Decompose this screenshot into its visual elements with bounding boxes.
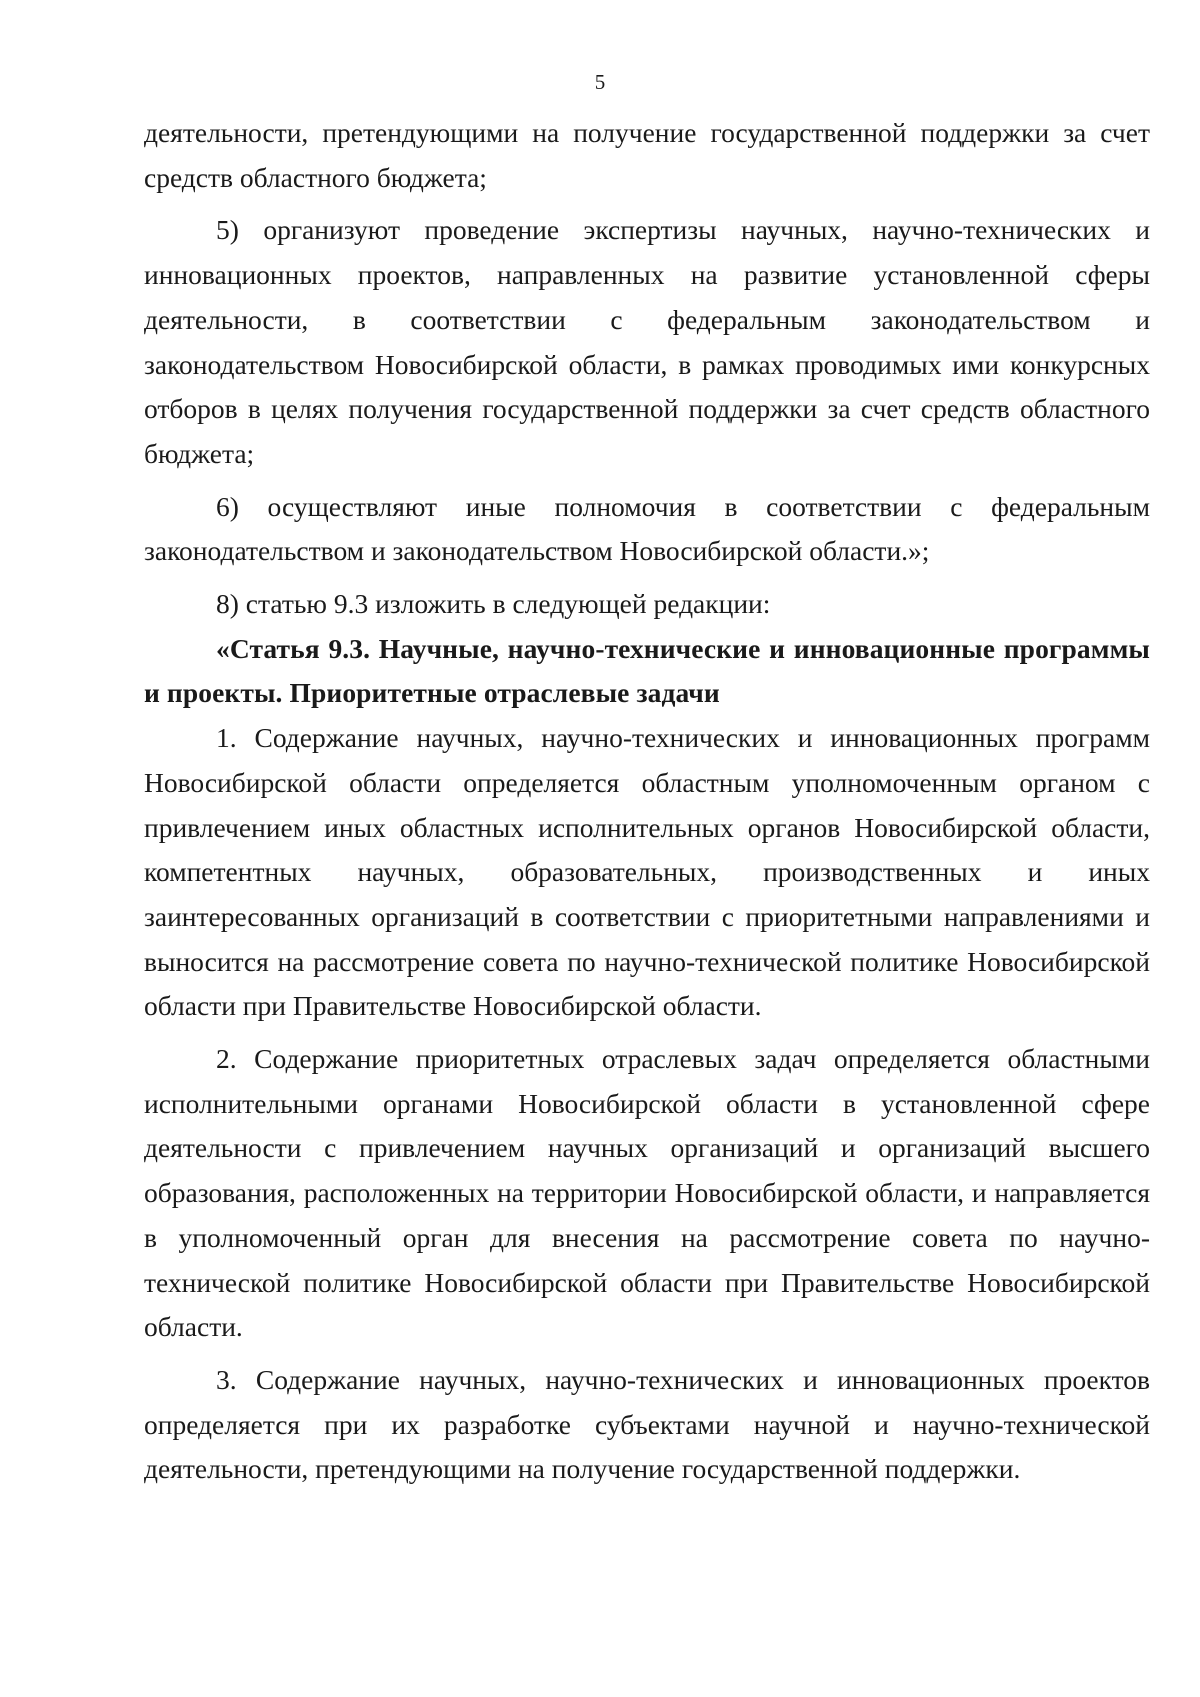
- paragraph-item-5: 5) организуют проведение экспертизы научных, научно-технических и инновационных проектов, направленных на развитие установленной сферы деятельности, в соответствии с федеральным законодательством и законодательством Новосибирской области, в рамках проводимых ими конкурсных отборов в целях получения государственной поддержки за счет средств областного бюджета;: [144, 214, 1150, 469]
- article-heading: «Статья 9.3. Научные, научно-технические и инновационные программы и проекты. Приоритетные отраслевые задачи: [144, 632, 1150, 709]
- paragraph-item-6: 6) осуществляют иные полномочия в соответствии с федеральным законодательством и законодательством Новосибирской области.»;: [144, 490, 1150, 567]
- paragraph-clause-2: 2. Содержание приоритетных отраслевых задач определяется областными исполнительными органами Новосибирской области в установленной сфере деятельности с привлечением научных организаций и организаций высшего образования, расположенных на территории Новосибирской области, и направляется в уполномоченный орган для внесения на рассмотрение совета по научно-технической политике Новосибирской области при Правительстве Новосибирской области.: [144, 1043, 1150, 1343]
- paragraph-continuation: деятельности, претендующими на получение государственной поддержки за счет средств областного бюджета;: [144, 117, 1150, 193]
- paragraph-clause-1: 1. Содержание научных, научно-технических и инновационных программ Новосибирской области определяется областным уполномоченным органом с привлечением иных областных исполнительных органов Новосибирской области, компетентных научных, образовательных, производственных и иных заинтересованных организаций в соответствии с приоритетными направлениями и выносится на рассмотрение совета по научно-технической политике Новосибирской области при Правительстве Новосибирской области.: [144, 722, 1150, 1022]
- document-body: [144, 111, 1150, 1492]
- page-number: 5: [594, 70, 606, 94]
- paragraph-item-8: 8) статью 9.3 изложить в следующей редакции:: [216, 588, 771, 620]
- paragraph-clause-3: 3. Содержание научных, научно-технических и инновационных проектов определяется при их разработке субъектами научной и научно-технической деятельности, претендующими на получение государственной поддержки.: [144, 1363, 1150, 1485]
